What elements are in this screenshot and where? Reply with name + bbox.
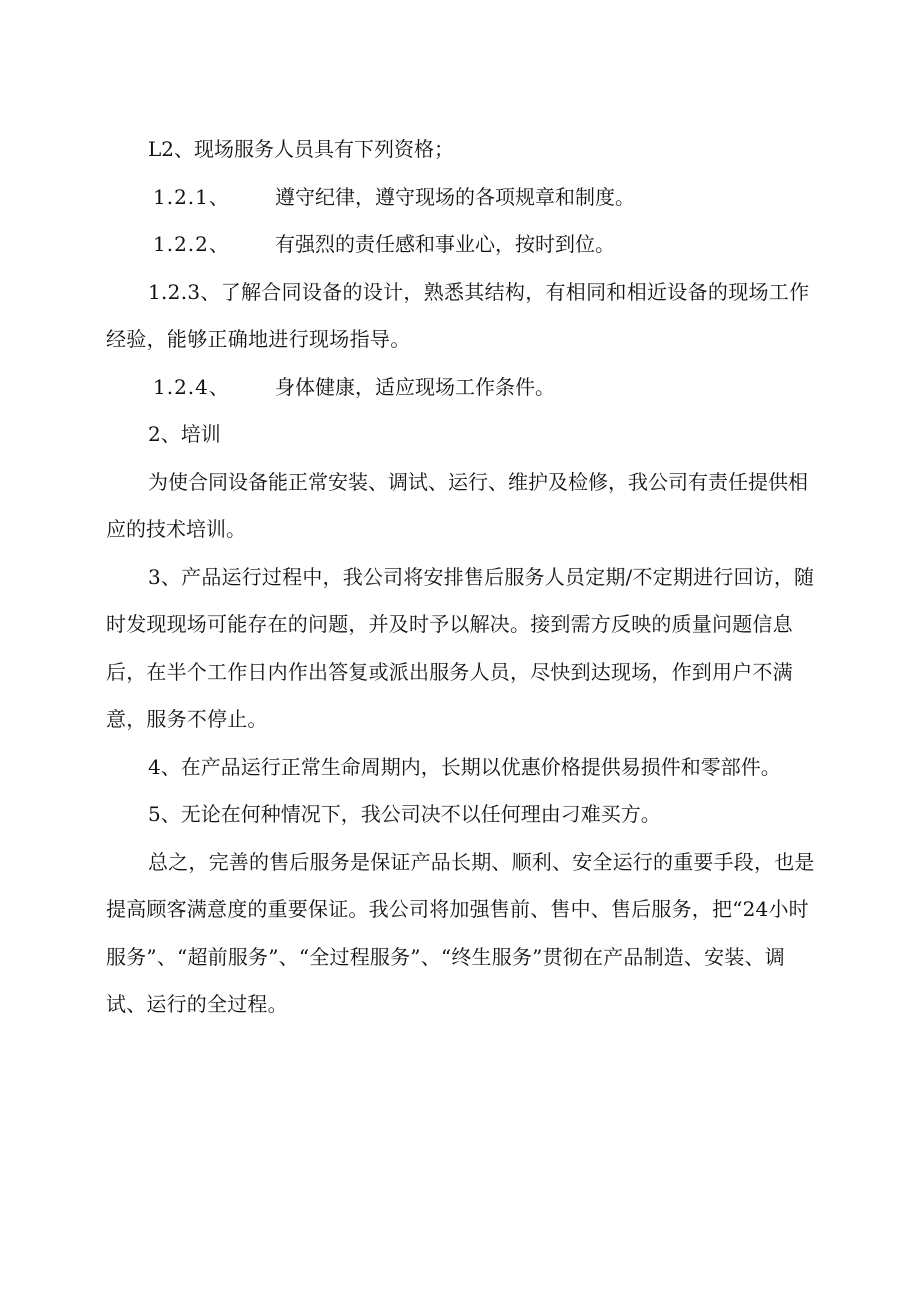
document-body	[106, 126, 824, 1029]
item-1-2-3: 1.2.3、了解合同设备的设计，熟悉其结构，有相同和相近设备的现场工作经验，能够正确地进行现场指导。	[106, 279, 810, 351]
section-2-title: 2、培训	[148, 422, 221, 446]
section-1-2-title: L2、现场服务人员具有下列资格；	[148, 137, 455, 161]
item-text: 有强烈的责任感和事业心，按时到位。	[275, 232, 615, 256]
item-text: 遵守纪律，遵守现场的各项规章和制度。	[275, 184, 635, 209]
item-text: 身体健康，适应现场工作条件。	[275, 374, 555, 399]
item-1-2-1	[106, 174, 824, 222]
section-2-body: 为使合同设备能正常安装、调试、运行、维护及检修，我公司有责任提供相应的技术培训。	[106, 469, 808, 541]
section-4: 4、在产品运行正常生命周期内，长期以优惠价格提供易损件和零部件。	[148, 754, 781, 779]
item-number: 1.2.4、	[153, 374, 230, 399]
section-5: 5、无论在何种情况下，我公司决不以任何理由刁难买方。	[148, 802, 661, 826]
section-3: 3、产品运行过程中，我公司将安排售后服务人员定期/不定期进行回访，随时发现现场可能存在的问题，并及时予以解决。接到需方反映的质量问题信息后，在半个工作日内作出答复或派出服务人员，尽快到达现场，作到用户不满意，服务不停止。	[106, 564, 815, 731]
item-number: 1.2.2、	[153, 232, 230, 256]
item-1-2-2	[106, 221, 824, 269]
summary-paragraph: 总之，完善的售后服务是保证产品长期、顺利、安全运行的重要手段，也是提高顾客满意度的重要保证。我公司将加强售前、售中、售后服务，把“24小时服务”、“超前服务”、“全过程服务”、“终生服务”贯彻在产品制造、安装、调试、运行的全过程。	[106, 849, 815, 1016]
item-number: 1.2.1、	[153, 184, 230, 209]
item-1-2-4	[106, 364, 824, 412]
